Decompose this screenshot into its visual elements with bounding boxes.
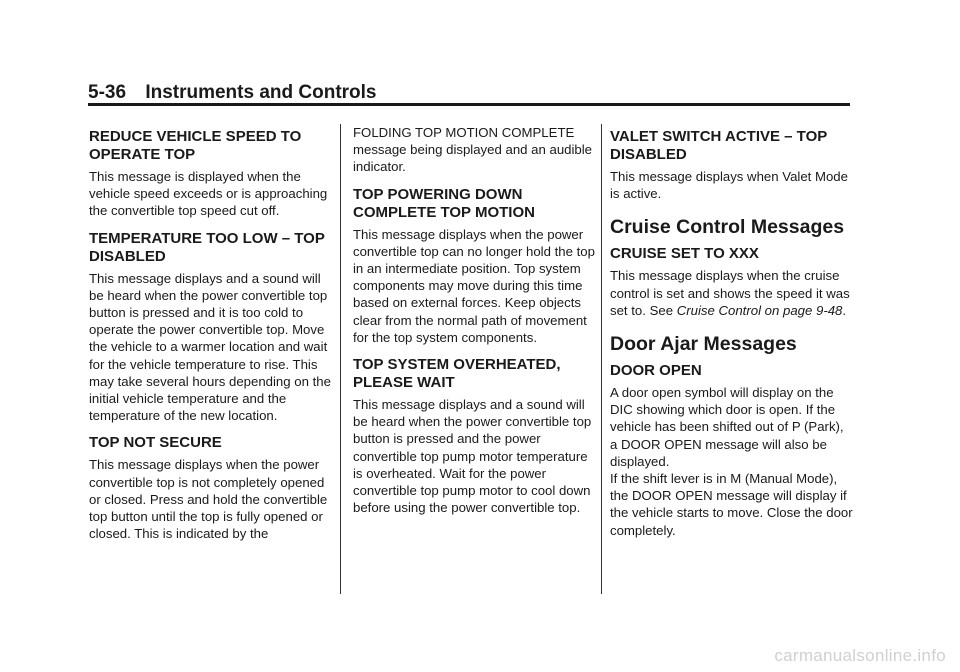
paragraph-end: . <box>842 302 847 318</box>
heading-top-powering-down: TOP POWERING DOWN COMPLETE TOP MOTION <box>353 185 535 221</box>
column-left <box>89 124 333 552</box>
paragraph: FOLDING TOP MOTION COMPLETE message being displayed and an audible indicator. <box>353 125 593 175</box>
paragraph: A door open symbol will display on the DIC showing which door is open. If the vehicle has been shifted out of P (Park), a DOOR OPEN message will also be displayed. <box>610 385 844 469</box>
paragraph-text: This message displays when the cruise control is set and shows the speed it was set to. See <box>610 268 850 318</box>
paragraph: This message displays when Valet Mode is active. <box>610 169 848 202</box>
paragraph: This message displays when the power convertible top is not completely opened or closed. Press and hold the convertible top button until the top is fully opened or closed. This is indicated by the <box>89 457 328 542</box>
column-right <box>610 124 854 549</box>
paragraph: This message displays and a sound will be heard when the power convertible top button is pressed and it is too cold to operate the power convertible top. Move the vehicle to a warmer location and wait for the vehicle temperature to rise. This may take several hours depending on the initial vehicle temperature and the temperature of the new location. <box>89 270 331 424</box>
paragraph: This message displays and a sound will be heard when the power convertible top button is pressed and the power convertible top pump motor temperature is overheated. Wait for the power convertible top pump motor to cool down before using the power convertible top. <box>353 397 592 516</box>
heading-temperature-too-low: TEMPERATURE TOO LOW – TOP DISABLED <box>89 229 325 265</box>
section-heading-door-ajar: Door Ajar Messages <box>610 333 797 356</box>
paragraph <box>610 267 854 319</box>
header-rule <box>88 103 850 106</box>
heading-door-open: DOOR OPEN <box>610 362 702 380</box>
column-middle <box>353 124 597 526</box>
heading-valet-switch: VALET SWITCH ACTIVE – TOP DISABLED <box>610 128 827 163</box>
heading-top-system-overheated: TOP SYSTEM OVERHEATED, PLEASE WAIT <box>353 356 561 392</box>
watermark: carmanualsonline.info <box>774 646 946 665</box>
heading-cruise-set: CRUISE SET TO XXX <box>610 245 759 263</box>
paragraph: If the shift lever is in M (Manual Mode), the DOOR OPEN message will display if the vehicle starts to move. Close the door completely. <box>610 471 853 538</box>
heading-top-not-secure: TOP NOT SECURE <box>89 434 222 452</box>
paragraph: This message is displayed when the vehicle speed exceeds or is approaching the convertible top speed cut off. <box>89 169 328 219</box>
cross-reference-link[interactable]: Cruise Control on page 9-48 <box>676 302 843 318</box>
column-divider <box>601 124 602 594</box>
section-title: Instruments and Controls <box>145 82 377 103</box>
page-header <box>88 82 850 104</box>
page-number: 5-36 <box>88 82 127 103</box>
section-heading-cruise-control: Cruise Control Messages <box>610 216 845 239</box>
paragraph: This message displays when the power convertible top can no longer hold the top in an intermediate position. Top system components may move during this time based on external forces. Keep objects clear from the normal path of movement for the top system components. <box>353 226 595 345</box>
column-divider <box>340 124 341 594</box>
heading-reduce-speed: REDUCE VEHICLE SPEED TO OPERATE TOP <box>89 128 302 163</box>
